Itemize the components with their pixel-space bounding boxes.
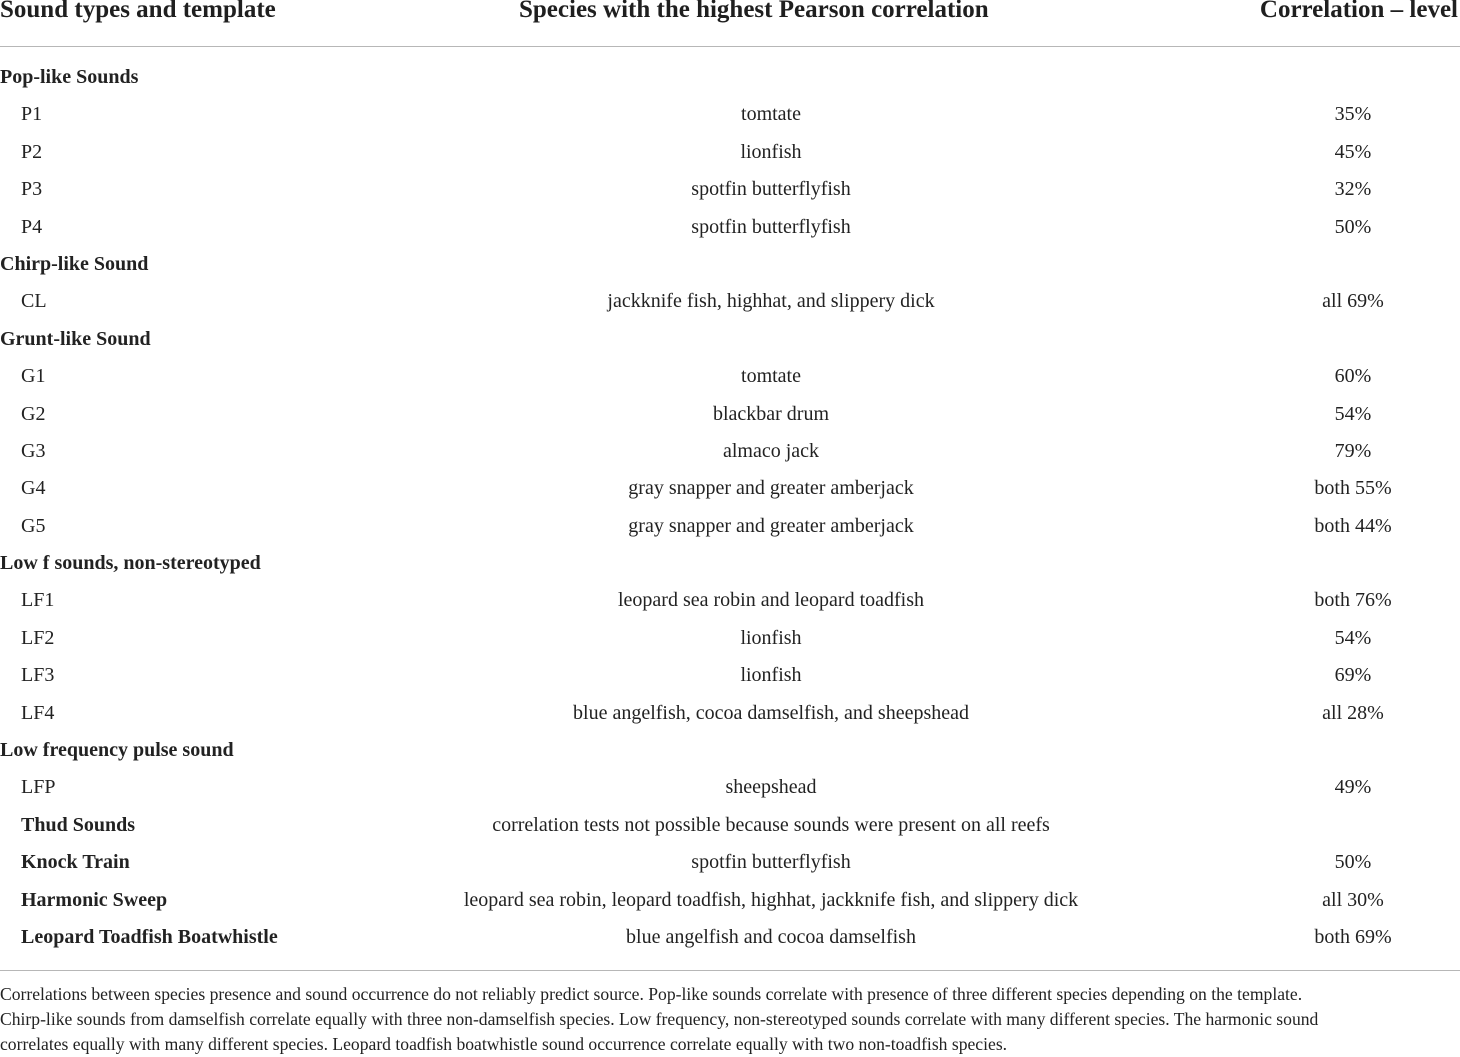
table-body bbox=[0, 59, 1460, 956]
section-heading: Low f sounds, non-stereotyped bbox=[0, 552, 261, 575]
species-cell: lionfish bbox=[740, 140, 802, 163]
table-row bbox=[0, 396, 1460, 433]
correlation-level-cell: 50% bbox=[1334, 851, 1372, 874]
column-header-species: Species with the highest Pearson correlation bbox=[519, 0, 989, 23]
table-row bbox=[0, 882, 1460, 919]
correlation-level-cell: all 69% bbox=[1322, 290, 1384, 313]
correlation-level-cell: all 28% bbox=[1322, 701, 1384, 724]
section-row bbox=[0, 321, 1460, 358]
table-footnote bbox=[0, 982, 1460, 1057]
species-cell: tomtate bbox=[741, 103, 801, 126]
table-row bbox=[0, 844, 1460, 881]
species-cell: gray snapper and greater amberjack bbox=[628, 514, 914, 537]
species-cell: almaco jack bbox=[722, 439, 820, 462]
correlation-level-cell: both 55% bbox=[1314, 477, 1392, 500]
species-cell: leopard sea robin and leopard toadfish bbox=[617, 589, 925, 612]
species-cell: blackbar drum bbox=[712, 402, 830, 425]
species-cell: spotfin butterflyfish bbox=[691, 851, 851, 874]
sound-template-cell: CL bbox=[21, 290, 47, 313]
species-cell: correlation tests not possible because sounds were present on all reefs bbox=[492, 813, 1050, 836]
footnote-line: Chirp-like sounds from damselfish correlate equally with three non-damselfish species. Low frequency, non-stereotyped sounds correlate with many different species. The harmonic sound bbox=[0, 1009, 1319, 1029]
section-row bbox=[0, 59, 1460, 96]
species-cell: tomtate bbox=[741, 365, 801, 388]
table-row bbox=[0, 657, 1460, 694]
table-row bbox=[0, 769, 1460, 806]
footer-divider bbox=[0, 970, 1460, 971]
section-row bbox=[0, 246, 1460, 283]
correlation-level-cell: 49% bbox=[1334, 776, 1372, 799]
section-row bbox=[0, 732, 1460, 769]
sound-template-cell: LF1 bbox=[21, 589, 55, 612]
table-row bbox=[0, 209, 1460, 246]
table-row bbox=[0, 134, 1460, 171]
species-cell: blue angelfish, cocoa damselfish, and sheepshead bbox=[573, 701, 969, 724]
footnote-line: correlates equally with many different species. Leopard toadfish boatwhistle sound occurrence correlate equally with two non-toadfish species. bbox=[0, 1034, 1008, 1054]
sound-template-cell: G2 bbox=[21, 402, 46, 425]
correlation-level-cell: 60% bbox=[1334, 365, 1372, 388]
section-row bbox=[0, 545, 1460, 582]
table-row bbox=[0, 283, 1460, 320]
sound-template-cell: P4 bbox=[21, 215, 43, 238]
section-heading: Pop-like Sounds bbox=[0, 66, 139, 88]
section-heading: Low frequency pulse sound bbox=[0, 739, 234, 762]
table-row bbox=[0, 96, 1460, 133]
species-cell: blue angelfish and cocoa damselfish bbox=[626, 925, 916, 948]
correlation-level-cell: 50% bbox=[1334, 215, 1372, 238]
table-row bbox=[0, 358, 1460, 395]
sound-template-cell: LF2 bbox=[21, 626, 55, 649]
correlation-level-cell: 35% bbox=[1334, 103, 1372, 126]
correlation-level-cell: both 76% bbox=[1314, 589, 1392, 612]
table-row bbox=[0, 582, 1460, 619]
table-header bbox=[0, 0, 1460, 47]
table-row bbox=[0, 508, 1460, 545]
sound-template-cell: Knock Train bbox=[21, 851, 130, 874]
table-row bbox=[0, 470, 1460, 507]
table-row bbox=[0, 171, 1460, 208]
column-header-correlation-level: Correlation – level bbox=[1259, 0, 1458, 23]
sound-template-cell: Leopard Toadfish Boatwhistle bbox=[21, 925, 278, 948]
species-cell: jackknife fish, highhat, and slippery dick bbox=[607, 290, 935, 313]
species-cell: sheepshead bbox=[725, 776, 817, 799]
correlation-level-cell: 32% bbox=[1334, 178, 1372, 201]
correlation-level-cell: 54% bbox=[1334, 402, 1372, 425]
sound-template-cell: P2 bbox=[21, 140, 43, 163]
species-cell: gray snapper and greater amberjack bbox=[628, 477, 914, 500]
sound-template-cell: LFP bbox=[21, 776, 56, 799]
table-row bbox=[0, 919, 1460, 956]
sound-template-cell: G5 bbox=[21, 514, 46, 537]
species-cell: spotfin butterflyfish bbox=[691, 215, 851, 238]
sound-template-cell: G4 bbox=[21, 477, 46, 500]
footnote-line: Correlations between species presence and sound occurrence do not reliably predict source. Pop-like sounds correlate with presence of three different species depending on the template. bbox=[0, 984, 1303, 1004]
correlation-level-cell: both 44% bbox=[1314, 514, 1392, 537]
sound-template-cell: P1 bbox=[21, 103, 43, 126]
table-row bbox=[0, 807, 1460, 844]
correlation-level-cell: 45% bbox=[1334, 140, 1372, 163]
column-header-sound-types: Sound types and template bbox=[0, 0, 276, 23]
species-cell: lionfish bbox=[740, 626, 802, 649]
correlation-level-cell: 69% bbox=[1334, 664, 1372, 687]
table-row bbox=[0, 433, 1460, 470]
species-cell: leopard sea robin, leopard toadfish, highhat, jackknife fish, and slippery dick bbox=[463, 888, 1079, 911]
sound-template-cell: P3 bbox=[21, 178, 43, 201]
sound-template-cell: Harmonic Sweep bbox=[21, 888, 168, 911]
section-heading: Chirp-like Sound bbox=[0, 252, 149, 275]
correlation-level-cell: 54% bbox=[1334, 626, 1372, 649]
section-heading: Grunt-like Sound bbox=[0, 327, 151, 350]
species-cell: lionfish bbox=[740, 664, 802, 687]
sound-template-cell: G3 bbox=[21, 439, 46, 462]
correlation-level-cell: 79% bbox=[1334, 439, 1372, 462]
sound-template-cell: Thud Sounds bbox=[21, 813, 135, 836]
correlation-level-cell: both 69% bbox=[1314, 925, 1392, 948]
table-row bbox=[0, 695, 1460, 732]
sound-template-cell: LF3 bbox=[21, 664, 55, 687]
correlation-level-cell: all 30% bbox=[1322, 888, 1384, 911]
table-row bbox=[0, 620, 1460, 657]
sound-template-cell: LF4 bbox=[21, 701, 55, 724]
sound-template-cell: G1 bbox=[21, 365, 46, 388]
species-cell: spotfin butterflyfish bbox=[691, 178, 851, 201]
